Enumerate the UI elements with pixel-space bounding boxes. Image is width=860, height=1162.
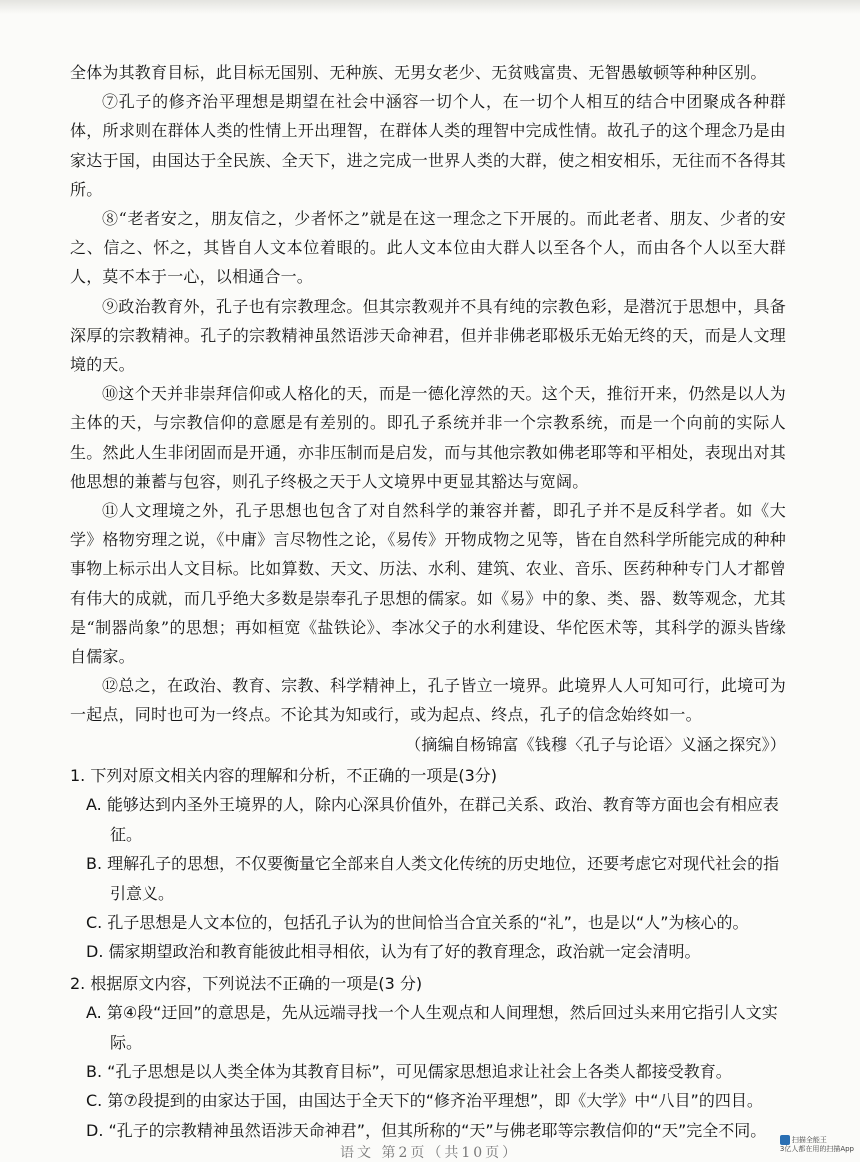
question-stem: 2. 根据原文内容，下列说法不正确的一项是(3 分) [70,973,423,993]
option-d: D. 儒家期望政治和教育能彼此相寻相依，认为有了好的教育理念，政治就一定会清明。 [86,942,701,962]
option-a: A. 能够达到内圣外王境界的人，除内心深具价值外，在群己关系、政治、教育等方面也会有相应表征。 [86,795,779,844]
option-d: D. “孔子的宗教精神虽然语涉天命神君”，但其所称的“天”与佛老耶等宗教信仰的“天”完全不同。 [86,1120,767,1140]
watermark-line-2: 3亿人都在用的扫描App [779,1145,854,1153]
scan-top-edge [0,0,860,14]
passage-paragraph-10: ⑩这个天并非崇拜信仰或人格化的天，而是一德化淳然的天。这个天，推衍开来，仍然是以人为主体的天，与宗教信仰的意愿是有差别的。即孔子系统并非一个宗教系统，而是一个向前的实际人生。然此人生非闭固而是开通，亦非压制而是启发，而与其他宗教如佛老耶等和平相处，表现出对其他思想的兼蓄与包容，则孔子终极之天于人文境界中更显其豁达与宽阔。 [70,384,786,491]
passage-paragraph-11: ⑪人文理境之外，孔子思想也包含了对自然科学的兼容并蓄，即孔子并不是反科学者。如《大学》格物穷理之说，《中庸》言尽物性之论，《易传》开物成物之见等，皆在自然科学所能完成的种种事物上标示出人文目标。比如算数、天文、历法、水利、建筑、农业、音乐、医药种种专门人才都曾有伟大的成就，而几乎绝大多数是崇奉孔子思想的儒家。如《易》中的象、类、器、数等观念，尤其是“制器尚象”的思想；再如桓宽《盐铁论》、李冰父子的水利建设、华佗医术等，其科学的源头皆缘自儒家。 [70,501,786,667]
option-c: C. 第⑦段提到的由家达于国，由国达于全天下的“修齐治平理想”，即《大学》中“八目”的四目。 [86,1091,763,1111]
scanner-watermark [780,1135,854,1154]
option-c: C. 孔子思想是人文本位的，包括孔子认为的世间恰当合宜关系的“礼”，也是以“人”为核心的。 [86,912,749,932]
scanner-logo-icon [780,1135,790,1145]
watermark-line-1: 扫描全能王 [791,1136,827,1144]
option-a: A. 第④段“迂回”的意思是，先从远端寻找一个人生观点和人间理想，然后回过头来用它指引人文实际。 [86,1003,778,1052]
question-1 [70,761,786,967]
passage-source: （摘编自杨锦富《钱穆〈孔子与论语〉义涵之探究》） [405,734,786,754]
passage-paragraph-8: ⑧“老者安之，朋友信之，少者怀之”就是在这一理念之下开展的。而此老者、朋友、少者的安之、信之、怀之，其皆自人文本位着眼的。此人文本位由大群人以至各个人，而由各个人以至大群人，莫不本于一心，以相通合一。 [70,209,786,287]
question-2 [70,969,786,1145]
question-stem: 1. 下列对原文相关内容的理解和分析，不正确的一项是(3分) [70,765,498,785]
passage-paragraph-12: ⑫总之，在政治、教育、宗教、科学精神上，孔子皆立一境界。此境界人人可知可行，此境可为一起点，同时也可为一终点。不论其为知或行，或为起点、终点，孔子的信念始终如一。 [70,676,786,725]
option-b: B. “孔子思想是以人类全体为其教育目标”，可见儒家思想追求让社会上各类人都接受教育。 [86,1061,732,1081]
page-footer: 语文 第2页（共10页） [340,1145,520,1161]
passage-paragraph-cont: 全体为其教育目标，此目标无国别、无种族、无男女老少、无贫贱富贵、无智愚敏顿等种种区别。 [70,63,767,82]
passage [70,58,786,759]
passage-paragraph-9: ⑨政治教育外，孔子也有宗教理念。但其宗教观并不具有纯的宗教色彩，是潜沉于思想中，具备深厚的宗教精神。孔子的宗教精神虽然语涉天命神君，但并非佛老耶极乐无始无终的天，而是人文理境的天。 [70,296,786,375]
passage-paragraph-7: ⑦孔子的修齐治平理想是期望在社会中涵容一切个人，在一切个人相互的结合中团聚成各种群体，所求则在群体人类的性情上开出理智，在群体人类的理智中完成性情。故孔子的这个理念乃是由家达于国，由国达于全民族、全天下，进之完成一世界人类的大群，使之相安相乐，无往而不各得其所。 [70,92,786,199]
option-b: B. 理解孔子的思想，不仅要衡量它全部来自人类文化传统的历史地位，还要考虑它对现代社会的指引意义。 [86,854,780,903]
page-content [70,58,786,1145]
